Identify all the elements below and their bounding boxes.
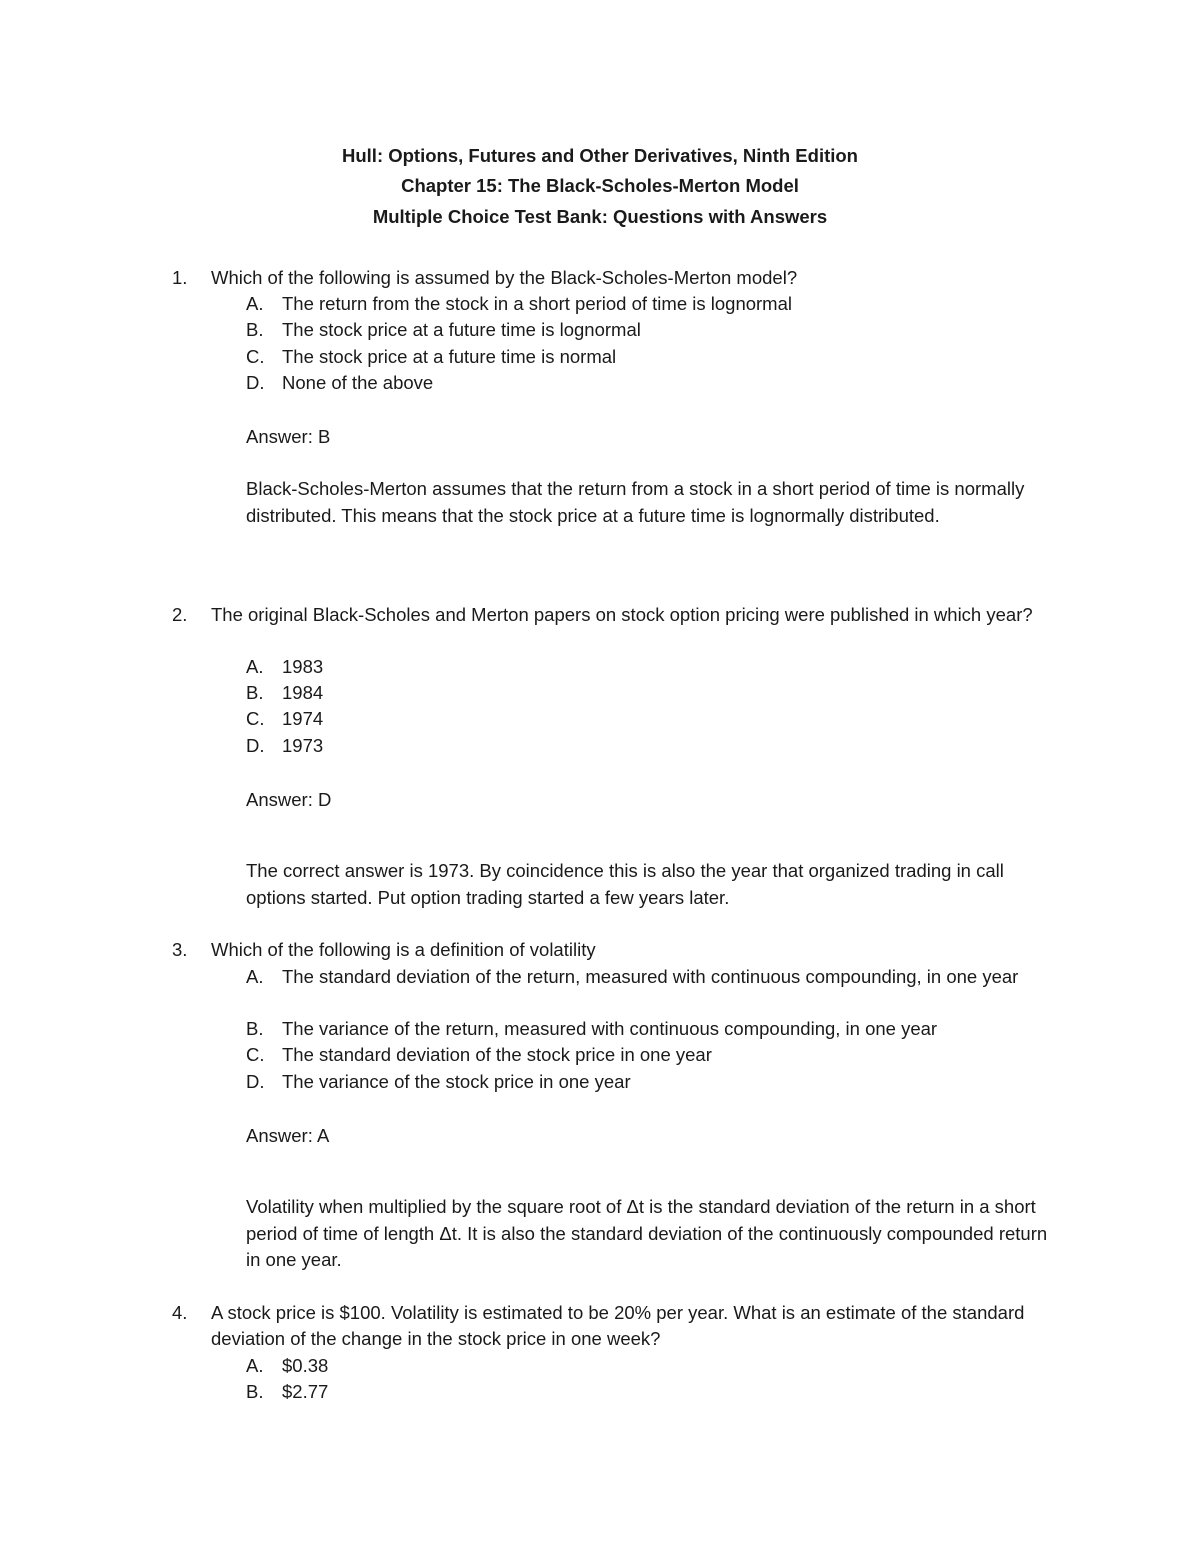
- option-letter: B.: [246, 682, 264, 703]
- answer-explanation: Volatility when multiplied by the square root of Δt is the standard deviation of the return in a short period of time of length Δt. It is also the standard deviation of the continuously compounded return in one year.: [246, 1196, 1048, 1270]
- option-text: 1973: [282, 735, 324, 756]
- question-text: A stock price is $100. Volatility is estimated to be 20% per year. What is an estimate of the standard deviation of the change in the stock price in one week?: [211, 1302, 1025, 1349]
- option-letter: D.: [246, 372, 265, 393]
- option-letter: A.: [246, 1355, 264, 1376]
- option-text: The standard deviation of the stock price in one year: [282, 1044, 712, 1065]
- option-text: The stock price at a future time is normal: [282, 346, 617, 367]
- option-text: $0.38: [282, 1355, 329, 1376]
- question-number: 1.: [172, 267, 188, 288]
- option-letter: A.: [246, 966, 264, 987]
- document-title: Hull: Options, Futures and Other Derivatives, Ninth Edition: [342, 145, 858, 166]
- answer-label: Answer: D: [246, 789, 332, 810]
- option-text: None of the above: [282, 372, 434, 393]
- answer-label: Answer: A: [246, 1125, 330, 1146]
- option-letter: A.: [246, 656, 264, 677]
- chapter-title: Chapter 15: The Black-Scholes-Merton Model: [401, 175, 799, 196]
- option-letter: A.: [246, 293, 264, 314]
- option-letter: B.: [246, 1381, 264, 1402]
- option-letter: B.: [246, 1018, 264, 1039]
- option-letter: B.: [246, 319, 264, 340]
- question-number: 2.: [172, 604, 188, 625]
- option-letter: C.: [246, 708, 265, 729]
- option-letter: C.: [246, 1044, 265, 1065]
- option-text: 1983: [282, 656, 324, 677]
- answer-label: Answer: B: [246, 426, 331, 447]
- option-text: $2.77: [282, 1381, 329, 1402]
- test-bank-subtitle: Multiple Choice Test Bank: Questions with Answers: [372, 206, 828, 227]
- answer-explanation: Black-Scholes-Merton assumes that the return from a stock in a short period of time is normally distributed. This means that the stock price at a future time is lognormally distributed.: [246, 478, 1025, 526]
- option-text: The standard deviation of the return, measured with continuous compounding, in one year: [282, 966, 1019, 987]
- question-text: Which of the following is assumed by the Black-Scholes-Merton model?: [211, 267, 798, 288]
- option-text: 1984: [282, 682, 324, 703]
- option-letter: D.: [246, 1071, 265, 1092]
- option-letter: D.: [246, 735, 265, 756]
- question-text: The original Black-Scholes and Merton papers on stock option pricing were published in which year?: [211, 604, 1033, 625]
- answer-explanation: The correct answer is 1973. By coincidence this is also the year that organized trading in call options started. Put option trading started a few years later.: [246, 860, 1004, 908]
- option-text: The stock price at a future time is lognormal: [282, 319, 641, 340]
- question-number: 3.: [172, 939, 188, 960]
- option-letter: C.: [246, 346, 265, 367]
- option-text: The variance of the stock price in one year: [282, 1071, 631, 1092]
- question-number: 4.: [172, 1302, 188, 1323]
- question-text: Which of the following is a definition of volatility: [211, 939, 596, 960]
- option-text: The return from the stock in a short period of time is lognormal: [282, 293, 792, 314]
- option-text: The variance of the return, measured with continuous compounding, in one year: [282, 1018, 938, 1039]
- option-text: 1974: [282, 708, 324, 729]
